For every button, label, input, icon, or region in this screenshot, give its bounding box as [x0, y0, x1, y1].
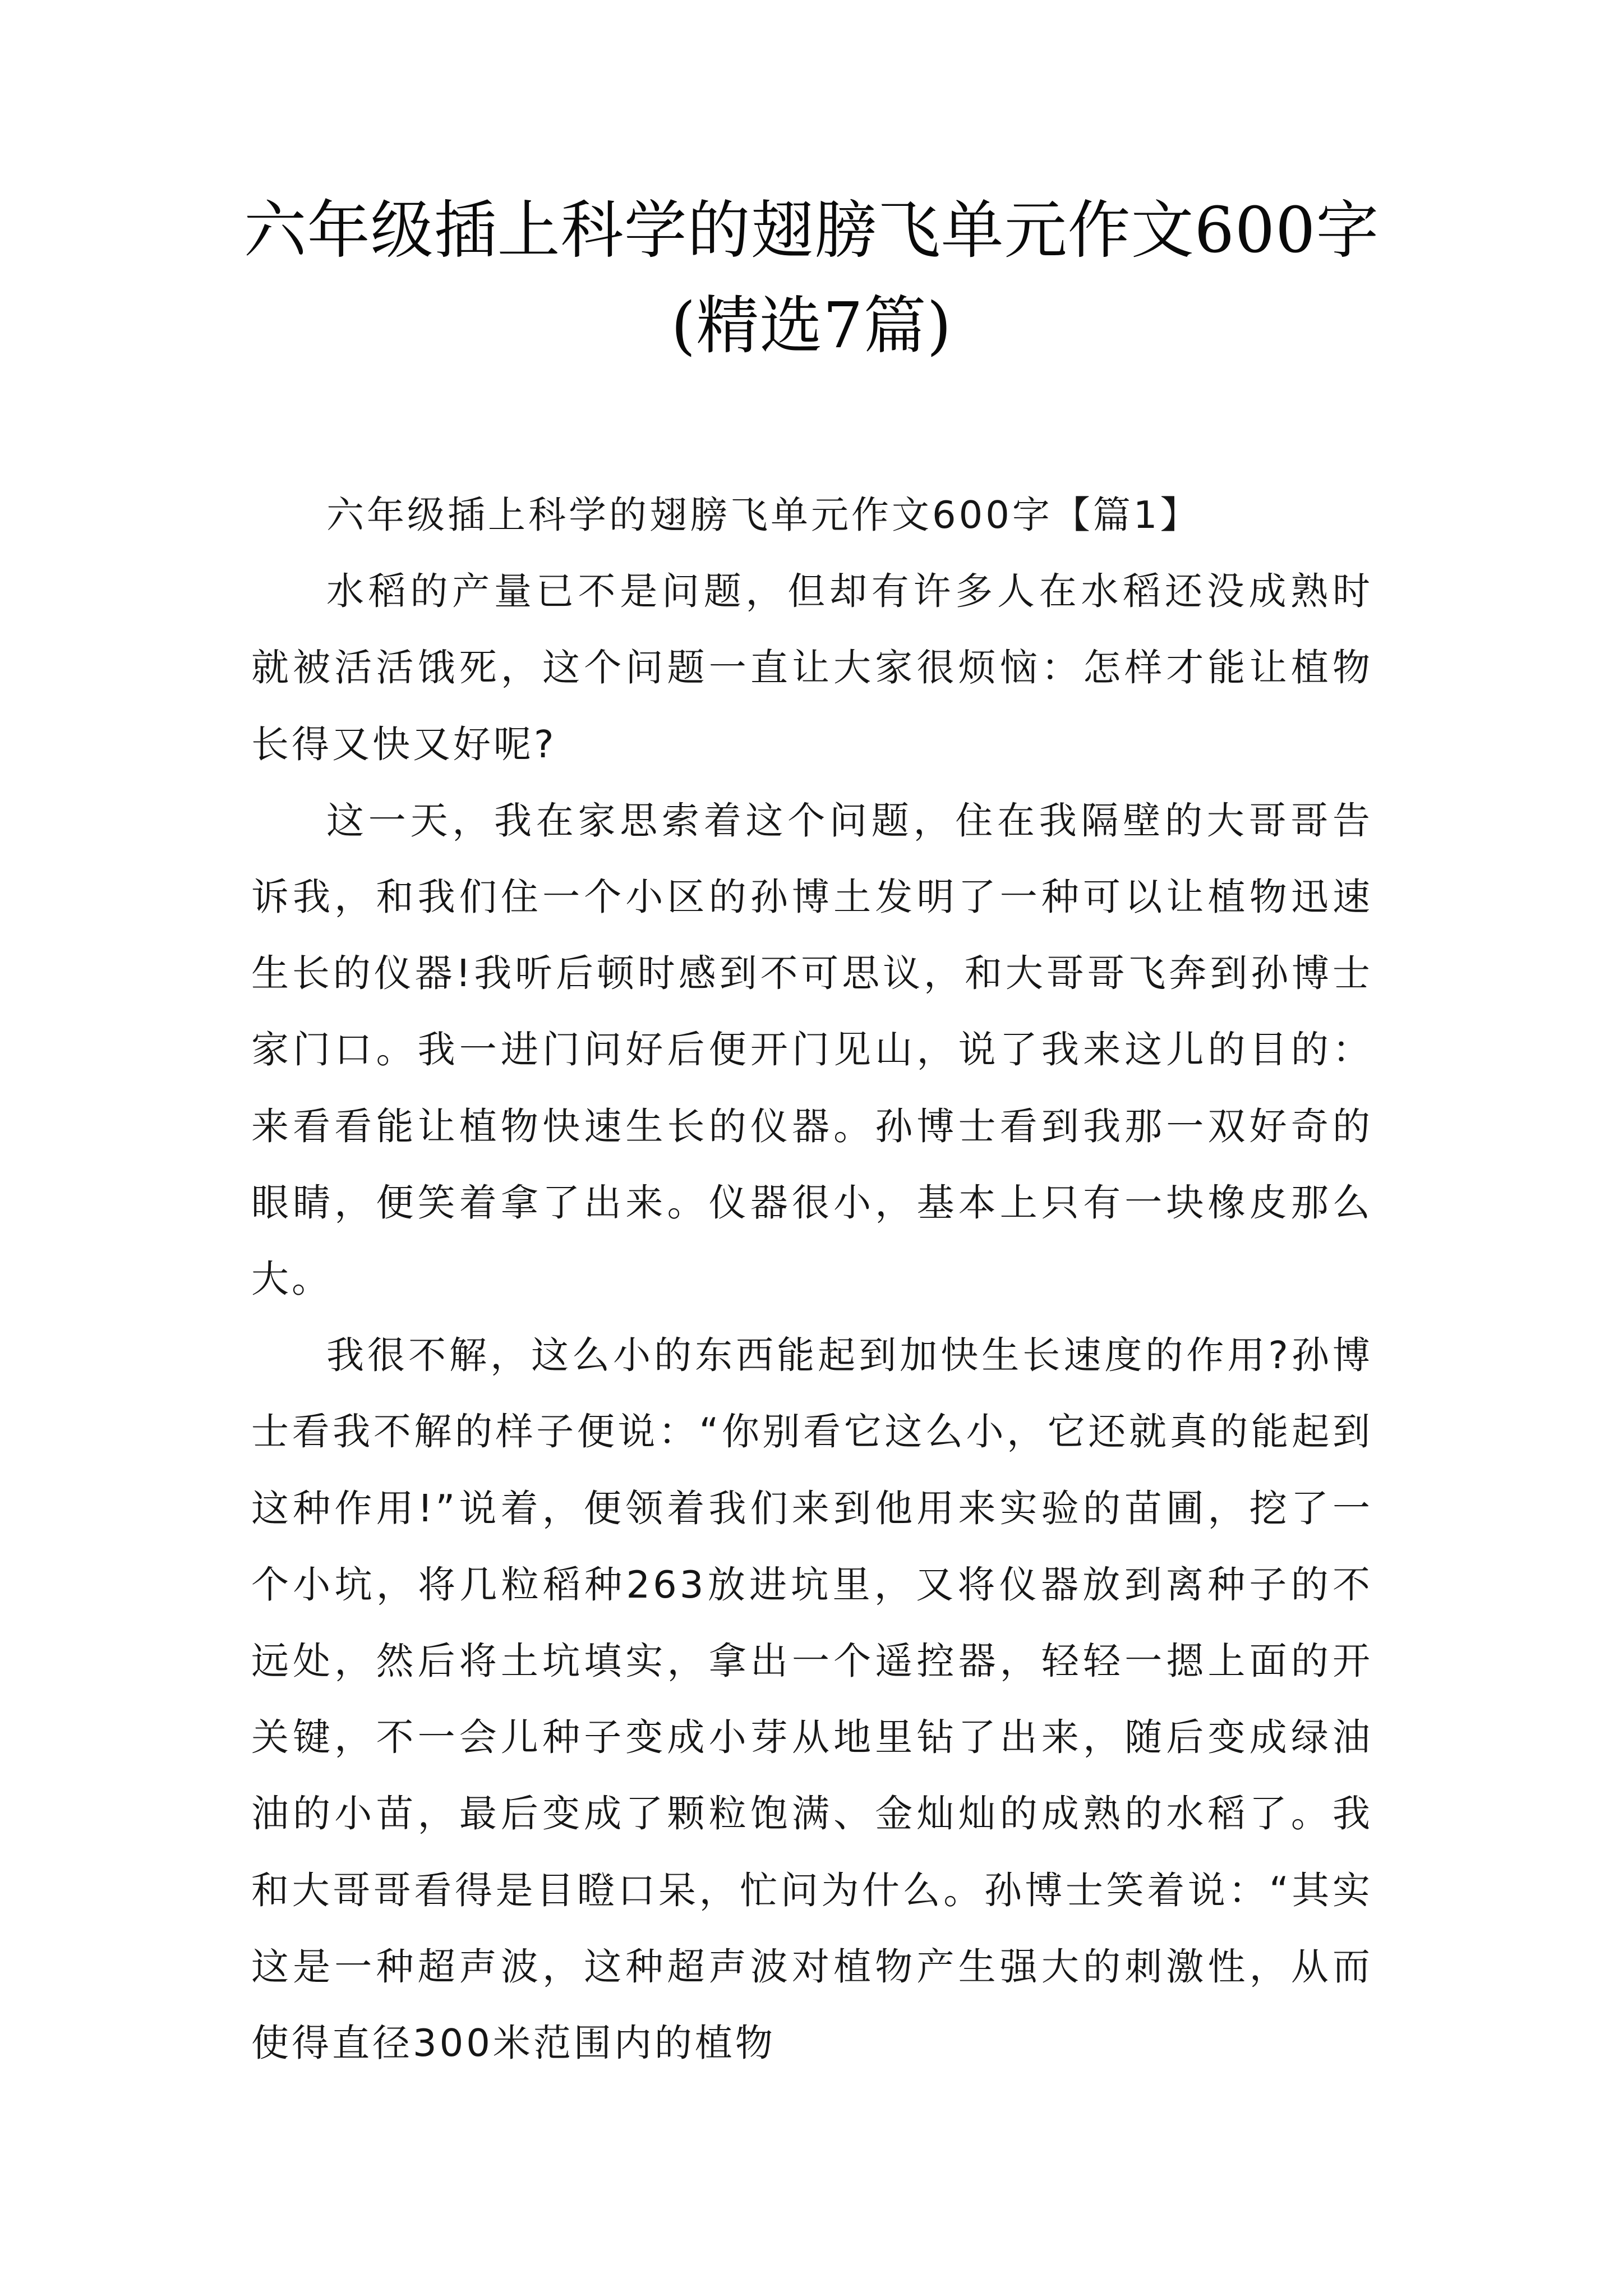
title-line-1: 六年级插上科学的翅膀飞单元作文600字 — [243, 194, 1380, 267]
paragraph-3: 我很不解，这么小的东西能起到加快生长速度的作用?孙博士看我不解的样子便说：“你别看它这么小，它还就真的能起到这种作用!”说着，便领着我们来到他用来实验的苗圃，挖了一个小坑，将几粒稻种263放进坑里，又将仪器放到离种子的不远处，然后将土坑填实，拿出一个遥控器，轻轻一摁上面的开关键，不一会儿种子变成小芽从地里钻了出来，随后变成绿油油的小苗，最后变成了颗粒饱满、金灿灿的成熟的水稻了。我和大哥哥看得是目瞪口呆，忙问为什么。孙博士笑着说：“其实这是一种超声波，这种超声波对植物产生强大的刺激性，从而使得直径300米范围内的植物 — [251, 1333, 1373, 2065]
section-heading: 六年级插上科学的翅膀飞单元作文600字【篇1】 — [326, 493, 1201, 537]
title-line-2: (精选7篇) — [671, 289, 952, 362]
document-title — [224, 194, 1399, 362]
paragraph-1: 水稻的产量已不是问题，但却有许多人在水稻还没成熟时就被活活饿死，这个问题一直让大家很烦恼：怎样才能让植物长得又快又好呢? — [251, 569, 1373, 766]
paragraph-2: 这一天，我在家思索着这个问题，住在我隔壁的大哥哥告诉我，和我们住一个小区的孙博土发明了一种可以让植物迅速生长的仪器!我听后顿时感到不可思议，和大哥哥飞奔到孙博士家门口。我一进门问好后便开门见山，说了我来这儿的目的：来看看能让植物快速生长的仪器。孙博士看到我那一双好奇的眼睛，便笑着拿了出来。仪器很小，基本上只有一块橡皮那么大。 — [251, 798, 1373, 1301]
document-body — [251, 477, 1373, 2081]
